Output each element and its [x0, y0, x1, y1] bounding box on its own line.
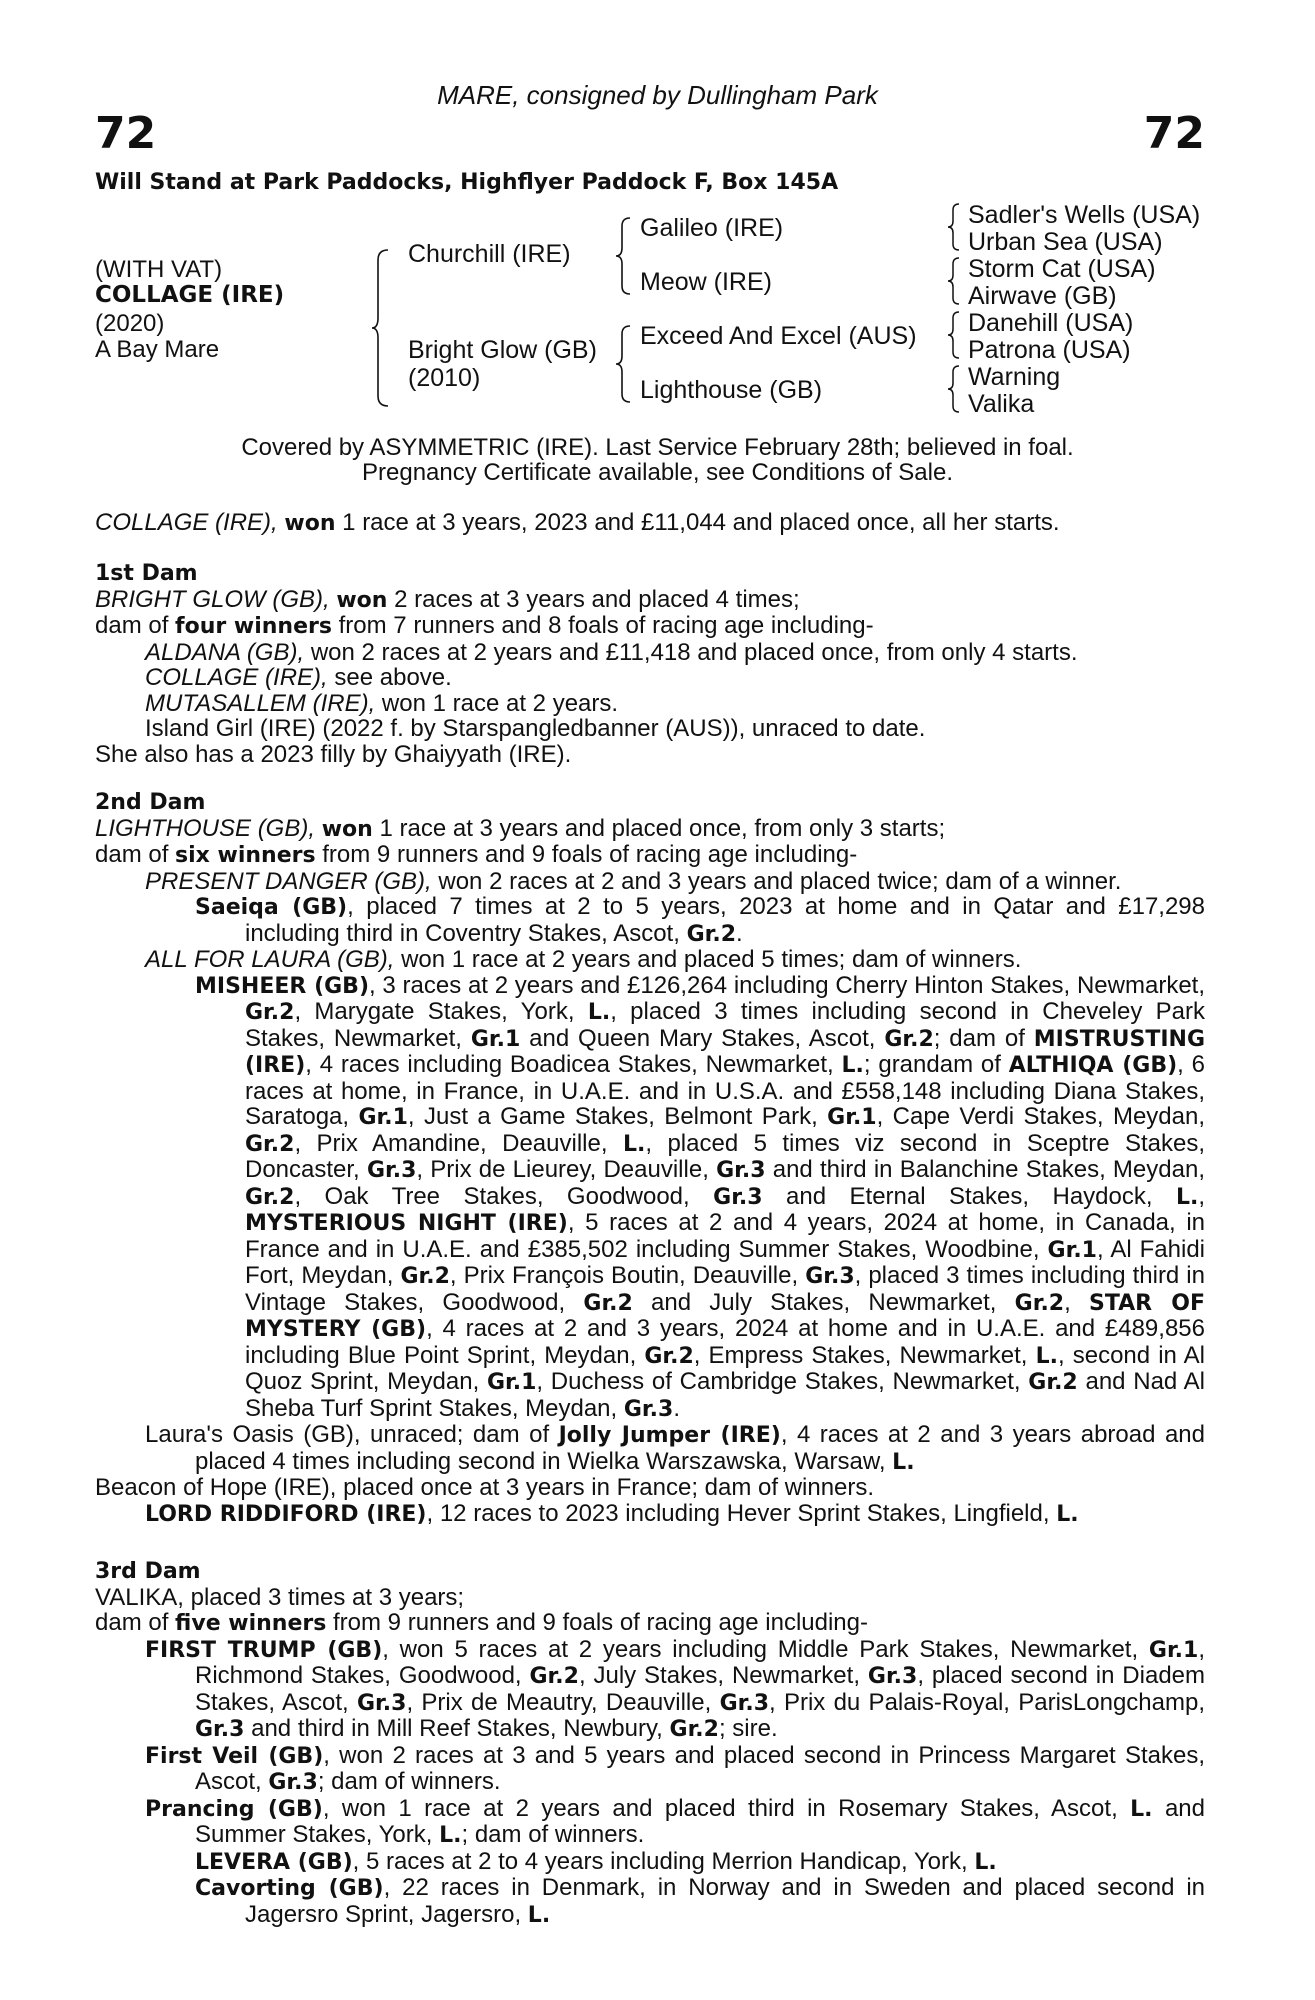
grade: Gr.2 — [245, 1131, 295, 1157]
page-title: MARE, consigned by Dullingham Park — [437, 80, 878, 110]
grade: L. — [439, 1823, 462, 1848]
grade: L. — [1035, 1343, 1058, 1369]
grade: Gr.3 — [713, 1184, 763, 1210]
third-dam-line: VALIKA, placed 3 times at 3 years; — [95, 1583, 465, 1611]
first-dam-won: won — [336, 587, 388, 613]
misheer-text: , second in Al Quoz Sprint, Meydan, — [245, 1341, 1205, 1395]
levera-record: , 5 races at 2 to 4 years including Merrion Handicap, York, — [352, 1847, 968, 1875]
lauras-oasis-entry — [95, 1422, 1205, 1475]
first-trump-text: , placed second in Diadem Stakes, Ascot, — [195, 1662, 1206, 1716]
misheer-text: and third in Balanchine Stakes, Meydan, — [772, 1156, 1205, 1183]
jolly-jumper-name: Jolly Jumper (IRE) — [558, 1423, 781, 1448]
misheer-text: , Prix Amandine, Deauville, — [294, 1129, 608, 1157]
misheer-text: , Just a Game Stakes, Belmont Park, — [407, 1103, 818, 1130]
grade: Gr.2 — [644, 1343, 694, 1369]
vat-label: (WITH VAT) — [95, 256, 223, 283]
summary-rest: 1 race at 3 years, 2023 and £11,044 and placed once, all her starts. — [342, 509, 1060, 536]
collage-record: see above. — [334, 664, 452, 691]
misheer-text: , — [1064, 1288, 1071, 1316]
pedigree-brace-ds — [946, 310, 962, 360]
first-trump-text: , Prix de Meautry, Deauville, — [406, 1688, 712, 1716]
grade: Gr.3 — [195, 1717, 245, 1742]
second-dam-winners: six winners — [175, 843, 316, 868]
misheer-name: MISHEER (GB) — [195, 973, 370, 999]
first-trump-name: FIRST TRUMP (GB) — [145, 1637, 383, 1663]
misheer-text: , 4 races including Boadicea Stakes, Newmarket, — [305, 1051, 834, 1078]
prancing-entry — [95, 1796, 1205, 1849]
prancing-text: and Summer Stakes, York, — [195, 1794, 1205, 1848]
first-trump-entry — [95, 1637, 1205, 1743]
pedigree-brace-sire — [614, 216, 634, 296]
horse-year: (2020) — [95, 310, 165, 337]
covered-line-2: Pregnancy Certificate available, see Conditions of Sale. — [362, 459, 953, 486]
misheer-text: , Prix de Lieurey, Deauville, — [416, 1156, 709, 1183]
misheer-text: , Prix François Boutin, Deauville, — [449, 1262, 799, 1289]
lord-riddiford-record: , 12 races to 2023 including Hever Sprint Stakes, Lingfield, — [426, 1499, 1050, 1527]
grade: Gr.3 — [357, 1690, 407, 1716]
grade: L. — [1130, 1796, 1153, 1822]
first-veil-name: First Veil (GB) — [145, 1743, 324, 1769]
mysterious-night-name: MYSTERIOUS NIGHT (IRE) — [245, 1211, 568, 1236]
grade: L. — [1175, 1184, 1199, 1210]
grade: Gr.3 — [805, 1264, 855, 1289]
pedigree-dss: Danehill (USA) — [968, 309, 1134, 337]
grade: L. — [974, 1849, 997, 1875]
misheer-text: , 6 races at home, in France, in U.A.E. and in U.S.A. and £558,148 including Diana Stakes, Saratoga, — [245, 1051, 1205, 1130]
grade: Gr.1 — [358, 1105, 408, 1130]
pedigree-sire: Churchill (IRE) — [408, 240, 571, 268]
horse-name: COLLAGE (IRE) — [95, 282, 285, 308]
misheer-text: , 4 races at 2 and 3 years, 2024 at home and in U.A.E. and £489,856 including Blue Point Sprint, Meydan, — [245, 1315, 1205, 1369]
all-for-laura-record: won 1 race at 2 years and placed 5 times; dam of winners. — [401, 946, 1022, 973]
grade: Gr.2 — [669, 1717, 719, 1742]
first-trump-text: and third in Mill Reef Stakes, Newbury, — [251, 1715, 663, 1742]
grade: L. — [587, 1000, 611, 1025]
pedigree-brace-dd — [946, 364, 962, 414]
pedigree-sd: Meow (IRE) — [640, 268, 772, 296]
first-veil-text: ; dam of winners. — [317, 1768, 501, 1795]
grade: Gr.2 — [1014, 1290, 1065, 1316]
pedigree-dds: Warning — [968, 363, 1061, 391]
saeiqa-grade: Gr.2 — [686, 921, 736, 947]
grade: Gr.2 — [400, 1264, 450, 1289]
misheer-text: ; grandam of — [863, 1051, 1001, 1078]
pedigree-ddd: Valika — [968, 390, 1035, 418]
grade: Gr.3 — [268, 1770, 318, 1795]
first-trump-text: , won 5 races at 2 years including Middle Park Stakes, Newmarket, — [382, 1635, 1139, 1663]
grade: Gr.3 — [867, 1664, 918, 1689]
star-of-mystery-name: STAR OF MYSTERY (GB) — [245, 1290, 1206, 1342]
misheer-text: and Queen Mary Stakes, Ascot, — [529, 1024, 876, 1052]
third-dam-of: dam of — [95, 1609, 169, 1636]
grade: Gr.2 — [1028, 1370, 1078, 1395]
mutasallem-record: won 1 race at 2 years. — [381, 689, 619, 717]
stand-location: Will Stand at Park Paddocks, Highflyer Paddock F, Box 145A — [95, 170, 839, 195]
pedigree-dsd: Patrona (USA) — [968, 336, 1131, 364]
third-dam-winners: five winners — [175, 1611, 327, 1636]
misheer-text: , placed 5 times viz second in Sceptre Stakes, Doncaster, — [245, 1129, 1206, 1183]
grade: L. — [527, 1902, 551, 1928]
pedigree-brace-main — [370, 248, 392, 408]
grade: Gr.2 — [529, 1664, 579, 1689]
third-dam-runners: from 9 runners and 9 foals of racing age including- — [333, 1609, 868, 1636]
pedigree-sss: Sadler's Wells (USA) — [968, 201, 1201, 229]
lauras-oasis-text: Laura's Oasis (GB), unraced; dam of — [145, 1421, 550, 1448]
misheer-text: and July Stakes, Newmarket, — [651, 1288, 997, 1316]
misheer-text: ; dam of — [933, 1024, 1025, 1052]
grade: Gr.2 — [884, 1026, 934, 1052]
grade: L. — [1056, 1501, 1079, 1527]
first-dam-heading: 1st Dam — [95, 561, 198, 586]
aldana-record: won 2 races at 2 years and £11,418 and placed once, from only 4 starts. — [310, 638, 1078, 666]
misheer-text: , Cape Verdi Stakes, Meydan, — [876, 1103, 1206, 1130]
misheer-text: , Empress Stakes, Newmarket, — [693, 1341, 1028, 1369]
lauras-oasis-text: , 4 races at 2 and 3 years abroad and placed 4 times including second in Wielka Warszawska, Warsaw, — [195, 1421, 1205, 1475]
misheer-text: , — [1198, 1182, 1206, 1210]
pedigree-dam: Bright Glow (GB) — [408, 336, 597, 364]
lot-number-right: 72 — [1143, 108, 1205, 159]
grade: Gr.3 — [719, 1690, 769, 1716]
misheer-text: , 3 races at 2 years and £126,264 including Cherry Hinton Stakes, Newmarket, — [369, 971, 1205, 999]
second-dam-of: dam of — [95, 841, 169, 868]
althiqa-name: ALTHIQA (GB) — [1008, 1053, 1178, 1078]
third-dam-section — [95, 1559, 1205, 1928]
collage-name: COLLAGE (IRE), — [145, 664, 328, 691]
cavorting-text: , 22 races in Denmark, in Norway and in Sweden and placed second in Jagersro Sprint, Jagersro, — [245, 1874, 1206, 1928]
lot-number-left: 72 — [95, 108, 157, 159]
grade: Gr.1 — [1047, 1237, 1097, 1263]
lord-riddiford-name: LORD RIDDIFORD (IRE) — [145, 1501, 427, 1527]
first-dam-of: dam of — [95, 612, 169, 639]
first-veil-entry — [95, 1743, 1205, 1796]
grade: Gr.2 — [245, 1000, 295, 1025]
levera-name: LEVERA (GB) — [195, 1849, 353, 1875]
pedigree-brace-dam — [614, 324, 634, 404]
misheer-text: , placed 3 times including second in Cheveley Park Stakes, Newmarket, — [245, 998, 1205, 1052]
second-dam-won: won — [321, 816, 373, 842]
prancing-text: ; dam of winners. — [461, 1821, 645, 1848]
misheer-entry: MISHEER (GB), 3 races at 2 years and £126,264 including Cherry Hinton Stakes, Newmarket, Gr.2, Marygate Stakes, York, L., placed 3 times including second in Cheveley Park Stakes, Newmarket, Gr.1 and Queen Mary Stakes, Ascot, Gr.2; dam of MISTRUSTING (IRE), 4 races including Boadicea Stakes, Newmarket, L.; grandam of ALTHIQA (GB), 6 races at home, in France, in U.A.E. and in U.S.A. and £558,148 including Diana Stakes, Saratoga, Gr.1, Just a Game Stakes, Belmont Park, Gr.1, Cape Verdi Stakes, Meydan, Gr.2, Prix Amandine, Deauville, L., placed 5 times viz second in Sceptre Stakes, Doncaster, Gr.3, Prix de Lieurey, Deauville, Gr.3 and third in Balanchine Stakes, Meydan, Gr.2, Oak Tree Stakes, Goodwood, Gr.3 and Eternal Stakes, Haydock, L., MYSTERIOUS NIGHT (IRE), 5 races at 2 and 4 years, 2024 at home, in Canada, in France and in U.A.E. and £385,502 including Summer Stakes, Woodbine, Gr.1, Al Fahidi Fort, Meydan, Gr.2, Prix François Boutin, Deauville, Gr.3, placed 3 times including third in Vintage Stakes, Goodwood, Gr.2 and July Stakes, Newmarket, Gr.2, STAR OF MYSTERY (GB), 4 races at 2 and 3 years, 2024 at home and in U.A.E. and £489,856 including Blue Point Sprint, Meydan, Gr.2, Empress Stakes, Newmarket, L., second in Al Quoz Sprint, Meydan, Gr.1, Duchess of Cambridge Stakes, Newmarket, Gr.2 and Nad Al Sheba Turf Sprint Stakes, Meydan, Gr.3. — [195, 971, 1206, 1422]
second-dam-runners: from 9 runners and 9 foals of racing age including- — [322, 841, 858, 868]
summary-won: won — [284, 511, 336, 536]
grade: Gr.2 — [583, 1290, 633, 1316]
misheer-text: , Al Fahidi Fort, Meydan, — [245, 1235, 1206, 1289]
first-trump-text: , July Stakes, Newmarket, — [578, 1662, 860, 1689]
grade: Gr.1 — [470, 1026, 521, 1052]
grade: Gr.2 — [245, 1184, 295, 1210]
first-dam-winners: four winners — [175, 614, 332, 639]
grade: Gr.3 — [623, 1396, 674, 1422]
second-dam-section — [95, 790, 1205, 1527]
mistrusting-name: MISTRUSTING (IRE) — [245, 1026, 1206, 1078]
beacon-line: Beacon of Hope (IRE), placed once at 3 years in France; dam of winners. — [95, 1474, 875, 1501]
prancing-text: , won 1 race at 2 years and placed third in Rosemary Stakes, Ascot, — [322, 1794, 1118, 1822]
second-dam-record: 1 race at 3 years and placed once, from only 3 starts; — [379, 814, 946, 842]
aldana-name: ALDANA (GB), — [145, 638, 305, 666]
present-danger-record: won 2 races at 2 and 3 years and placed twice; dam of a winner. — [438, 867, 1122, 895]
saeiqa-name: Saeiqa (GB) — [195, 895, 348, 920]
covered-line-1: Covered by ASYMMETRIC (IRE). Last Service February 28th; believed in foal. — [241, 434, 1074, 461]
horse-description: A Bay Mare — [95, 336, 220, 363]
grade: Gr.1 — [486, 1370, 537, 1395]
misheer-text: , Marygate Stakes, York, — [294, 998, 575, 1025]
cavorting-entry — [95, 1875, 1205, 1928]
first-trump-text: , Prix du Palais-Royal, ParisLongchamp, — [769, 1688, 1206, 1716]
first-dam-name: BRIGHT GLOW (GB), — [95, 585, 330, 613]
pedigree-sdd: Airwave (GB) — [968, 282, 1117, 310]
pedigree-brace-sd — [946, 256, 962, 306]
misheer-text: and Eternal Stakes, Haydock, — [786, 1182, 1153, 1210]
second-dam-name: LIGHTHOUSE (GB), — [95, 814, 316, 842]
cavorting-name: Cavorting (GB) — [195, 1876, 384, 1901]
island-girl-line: Island Girl (IRE) (2022 f. by Starspangledbanner (AUS)), unraced to date. — [145, 715, 926, 742]
grade: Gr.3 — [716, 1158, 766, 1183]
pedigree-brace-ss — [946, 202, 962, 252]
grade: L. — [622, 1131, 646, 1157]
misheer-text: , Oak Tree Stakes, Goodwood, — [294, 1182, 690, 1210]
prancing-name: Prancing (GB) — [145, 1796, 323, 1822]
pedigree-ssd: Urban Sea (USA) — [968, 228, 1163, 256]
third-dam-heading: 3rd Dam — [95, 1559, 201, 1584]
saeiqa-entry: Saeiqa (GB), placed 7 times at 2 to 5 years, 2023 at home and in Qatar and £17,298 including third in Coventry Stakes, Ascot, Gr.2. — [195, 893, 1206, 947]
pedigree-ss: Galileo (IRE) — [640, 214, 784, 242]
pedigree-ds: Exceed And Excel (AUS) — [640, 322, 917, 350]
present-danger-name: PRESENT DANGER (GB), — [145, 867, 432, 895]
first-dam-section — [95, 561, 1205, 767]
misheer-text: , placed 3 times including third in Vintage Stakes, Goodwood, — [245, 1262, 1205, 1316]
all-for-laura-name: ALL FOR LAURA (GB), — [145, 946, 395, 973]
pedigree-dam-year: (2010) — [408, 364, 481, 392]
first-veil-text: , won 2 races at 3 and 5 years and placed second in Princess Margaret Stakes, Ascot, — [195, 1741, 1205, 1795]
saeiqa-record: , placed 7 times at 2 to 5 years, 2023 at home and in Qatar and £17,298 including third in Coventry Stakes, Ascot, — [245, 893, 1206, 947]
summary-horse: COLLAGE (IRE), — [95, 509, 278, 536]
second-dam-heading: 2nd Dam — [95, 790, 206, 815]
pedigree-sds: Storm Cat (USA) — [968, 255, 1156, 283]
first-dam-record: 2 races at 3 years and placed 4 times; — [394, 585, 800, 613]
grade: Gr.3 — [366, 1158, 417, 1183]
summary-line — [95, 510, 1205, 537]
first-trump-text: ; sire. — [718, 1715, 778, 1742]
first-dam-runners: from 7 runners and 8 foals of racing age including- — [338, 612, 874, 639]
pedigree-dd: Lighthouse (GB) — [640, 376, 823, 404]
misheer-text: , Duchess of Cambridge Stakes, Newmarket, — [536, 1368, 1021, 1395]
misheer-text: , 5 races at 2 and 4 years, 2024 at home, in Canada, in France and in U.A.E. and £385,502 including Summer Stakes, Woodbine, — [245, 1209, 1206, 1263]
also-line: She also has a 2023 filly by Ghaiyyath (IRE). — [95, 740, 572, 768]
grade: Gr.1 — [827, 1105, 877, 1130]
misheer-text: and Nad Al Sheba Turf Sprint Stakes, Meydan, — [245, 1368, 1206, 1422]
grade: L. — [841, 1053, 864, 1078]
grade: L. — [892, 1449, 915, 1475]
first-trump-text: , Richmond Stakes, Goodwood, — [195, 1635, 1205, 1689]
mutasallem-name: MUTASALLEM (IRE), — [145, 689, 376, 717]
grade: Gr.1 — [1148, 1637, 1199, 1663]
